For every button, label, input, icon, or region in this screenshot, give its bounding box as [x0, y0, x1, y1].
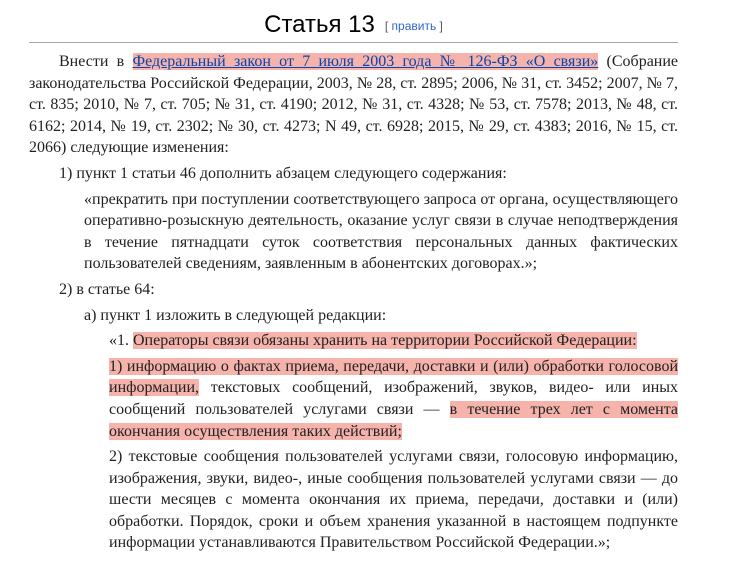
- quoted-paragraph-3: 2) текстовые сообщения пользователей услугами связи, голосовую информацию, изображения, звуки, видео-, иные сообщения пользователей услугами связи — до шести месяцев с момента окончания их приема, передачи, доставки и (или) обработки. Порядок, сроки и объем хранения указанной в настоящем подпункте информации устанавливаются Правительством Российской Федерации.»;: [109, 448, 678, 552]
- highlight-storage-obligation: Операторы связи обязаны хранить на территории Российской Федерации:: [133, 332, 637, 350]
- edit-bracket-open: [: [384, 19, 389, 33]
- item-2-label: 2) в статье 64:: [59, 280, 155, 298]
- item-1-quote: «прекратить при поступлении соответствующего запроса от органа, осуществляющего оперативно-розыскную деятельность, оказание услуг связи в случае неподтверждения в течение пятнадцати суток соответствия персональных данных фактических пользователей сведениям, заявленным в абонентских договорах.»;: [84, 190, 678, 273]
- edit-section: [385, 19, 443, 33]
- item-1-label: 1) пункт 1 статьи 46 дополнить абзацем следующего содержания:: [59, 164, 507, 182]
- quoted-paragraph-1-open: «1.: [109, 332, 133, 350]
- subitem-a-label: а) пункт 1 изложить в следующей редакции:: [84, 306, 387, 324]
- section-heading: [29, 8, 678, 43]
- edit-link[interactable]: править: [391, 19, 437, 33]
- quoted-paragraph-1: [29, 330, 678, 352]
- quoted-paragraph-2: [29, 356, 678, 442]
- law-link[interactable]: Федеральный закон от 7 июля 2003 года № 126-ФЗ «О связи»: [132, 53, 599, 70]
- highlight-three-years: в течение трех лет с момента окончания осуществления таких действий;: [109, 400, 679, 440]
- intro-paragraph: [29, 51, 678, 159]
- intro-rest: (Собрание законодательства Российской Федерации, 2003, № 28, ст. 2895; 2006, № 31, ст. 3452; 2007, № 7, ст. 835; 2010, № 7, ст. 705; № 31, ст. 4190; 2012, № 31, ст. 4328; № 53, ст. 7578; 2013, № 48, ст. 6162; 2014, № 19, ст. 2302; № 30, ст. 4273; N 49, ст. 6928; 2015, № 29, ст. 4383; 2016, № 15, ст. 2066) следующие изменения:: [29, 53, 679, 157]
- article-body: [29, 51, 678, 558]
- quoted-paragraph-2-middle: текстовых сообщений, изображений, звуков, видео- или иных сообщений пользователей услугами связи —: [109, 379, 678, 418]
- highlight-facts-info: 1) информацию о фактах приема, передачи, доставки и (или) обработки голосовой информации,: [109, 357, 678, 397]
- edit-bracket-close: ]: [439, 19, 443, 33]
- intro-lead: Внести в: [59, 53, 133, 70]
- article-title: Статья 13: [264, 11, 375, 38]
